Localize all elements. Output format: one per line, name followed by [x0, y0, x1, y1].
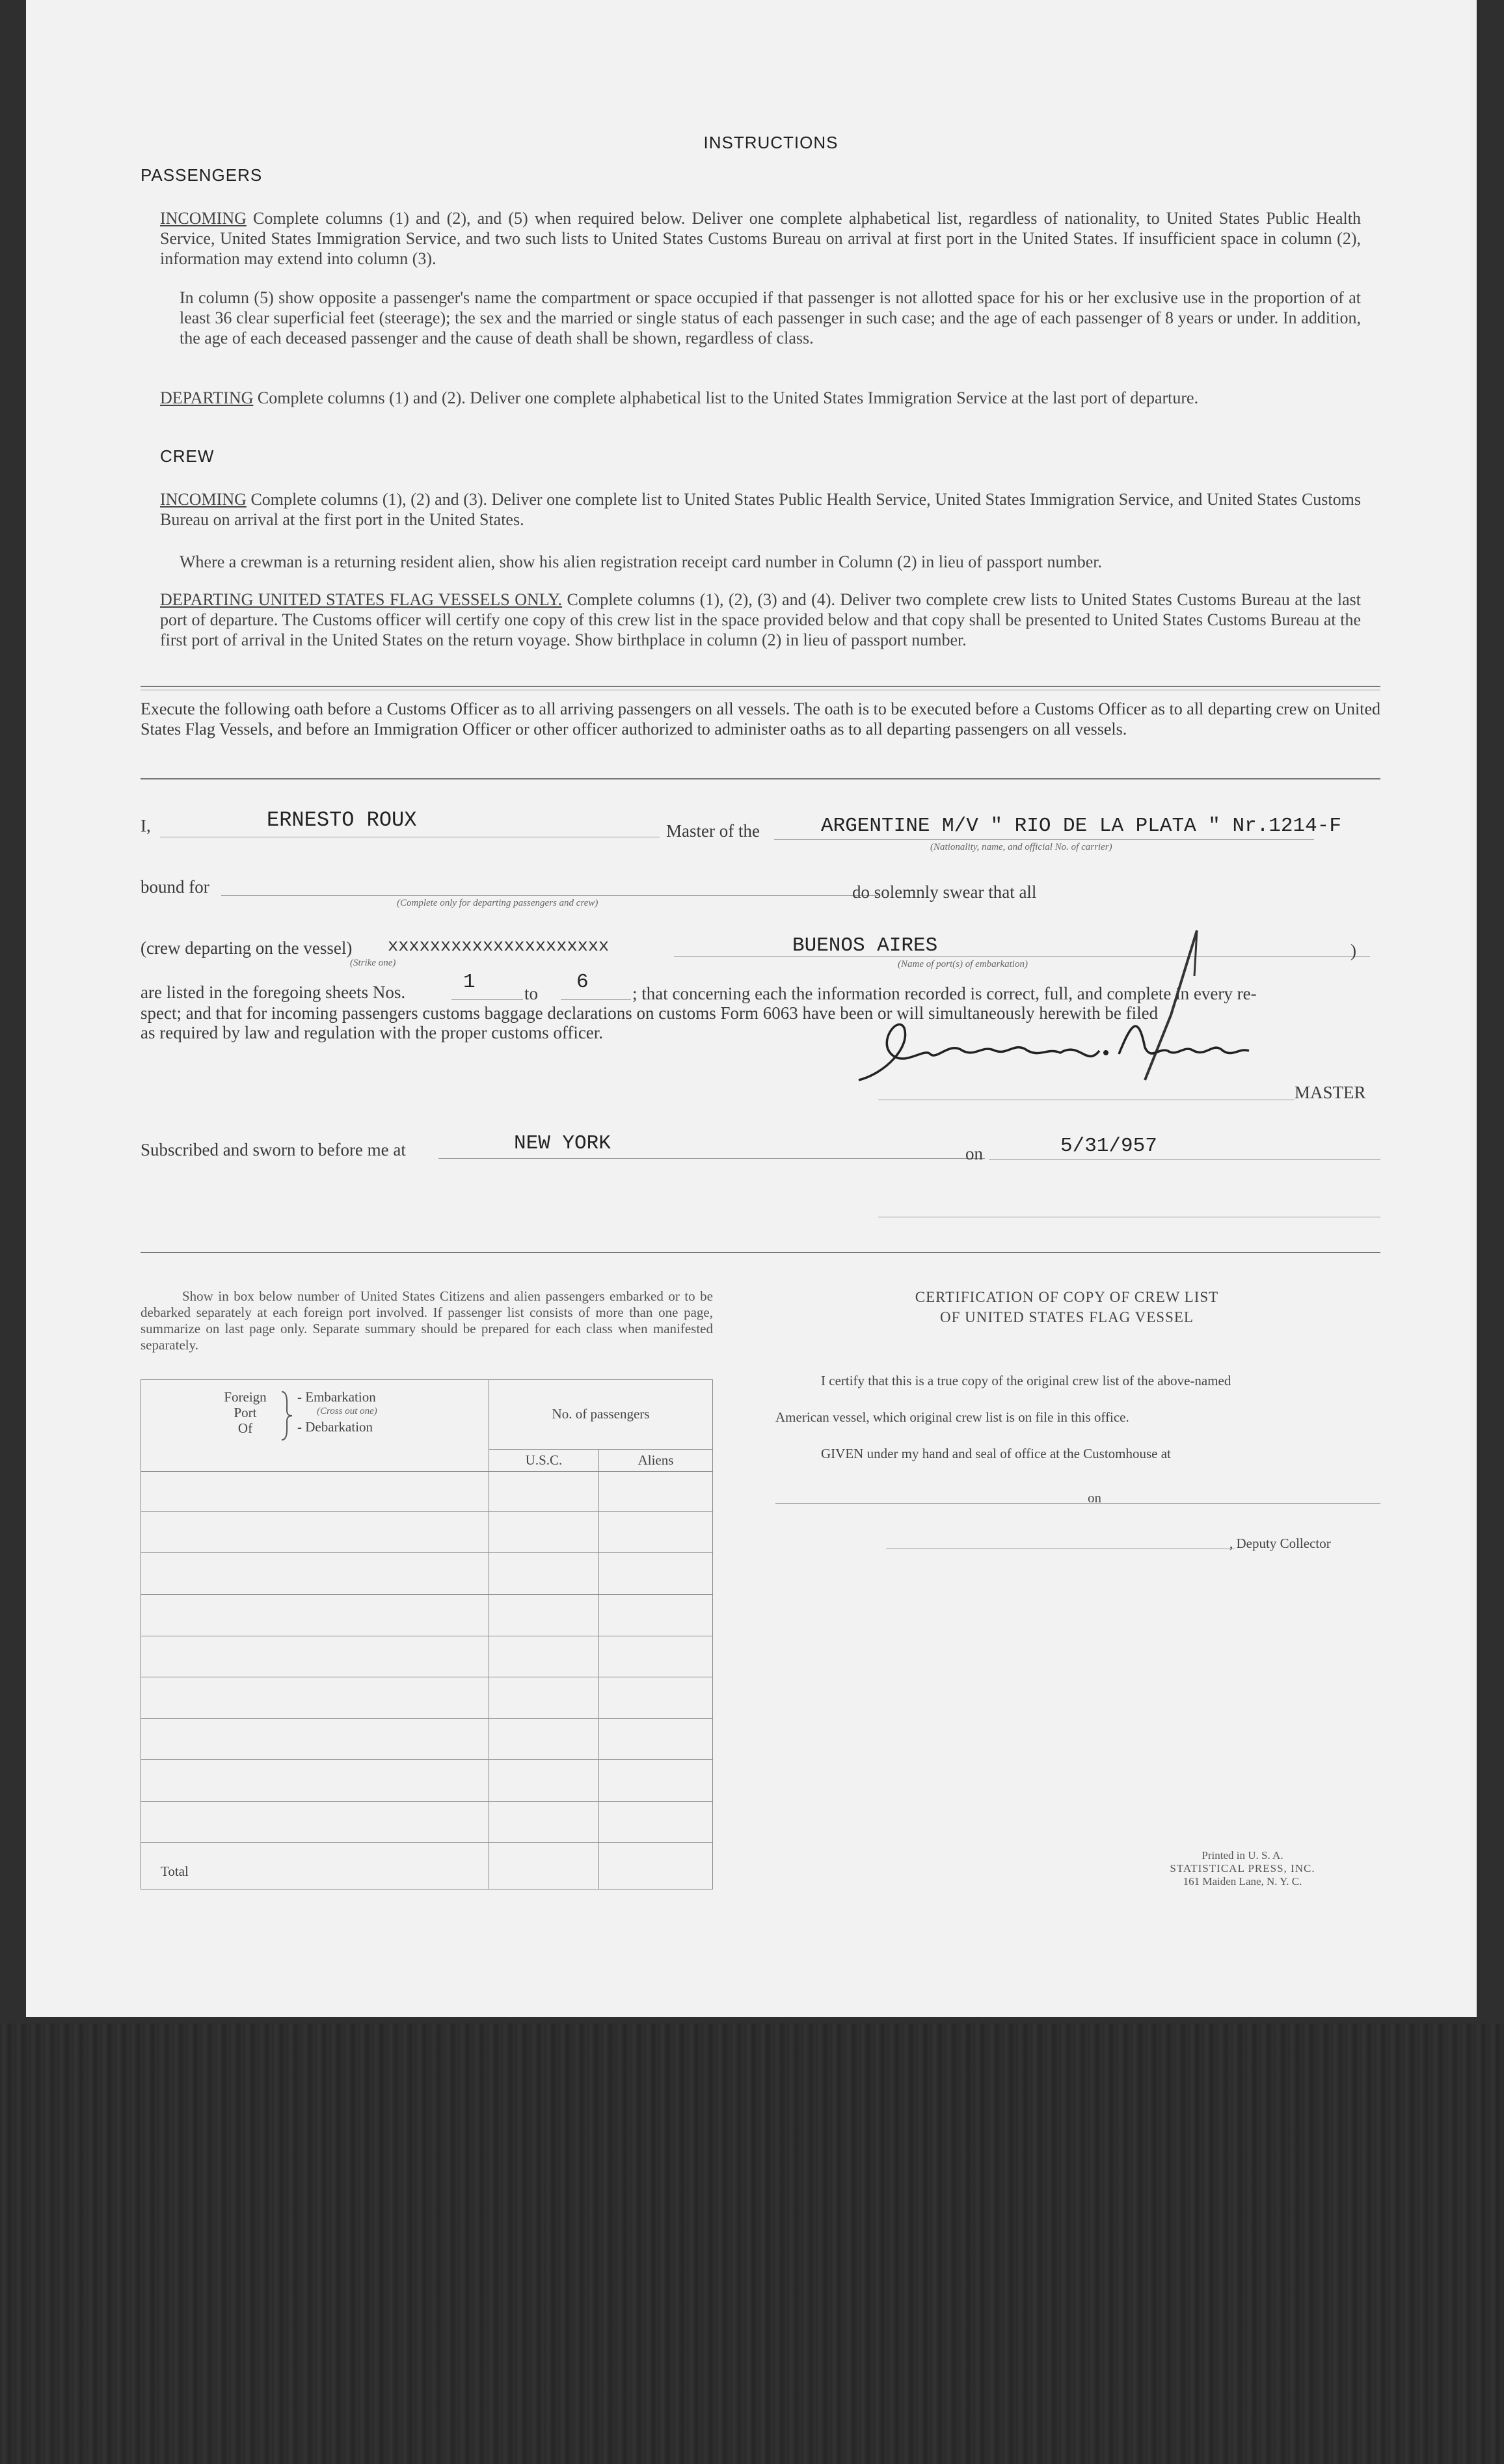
- deputy-collector-label: , Deputy Collector: [1229, 1536, 1331, 1551]
- sworn-place-line: [438, 1158, 985, 1159]
- form-page: [26, 0, 1477, 2017]
- struck-passengers-text: xxxxxxxxxxxxxxxxxxxxx: [388, 937, 610, 956]
- master-of-label: Master of the: [666, 821, 760, 841]
- oath-tail-1: ; that concerning each the information recorded is correct, full, and complete in every re-: [632, 984, 1257, 1003]
- crew-resident-paragraph: Where a crewman is a returning resident alien, show his alien registration receipt card number in Column (2) in lieu of passport number.: [180, 552, 1103, 571]
- strike-caption: (Strike one): [350, 958, 396, 968]
- table-row: [141, 1760, 713, 1802]
- table-row: [141, 1472, 713, 1511]
- certification-line-3: GIVEN under my hand and seal of office at the Customhouse at: [821, 1446, 1171, 1461]
- passengers-heading: PASSENGERS: [141, 165, 263, 185]
- incoming-label: INCOMING: [160, 209, 247, 228]
- summary-instructions: Show in box below number of United States Citizens and alien passengers embarked or to be debarked separately at each foreign port involved. If passenger list consists of more than one page, summarize on last page only. Separate summary should be prepared for each class when manifested separately.: [141, 1288, 713, 1353]
- to-label: to: [524, 984, 539, 1003]
- bound-for-caption: (Complete only for departing passengers and crew): [397, 898, 598, 908]
- total-row: [141, 1843, 713, 1889]
- crew-incoming-paragraph: [160, 489, 1361, 530]
- sheet-to-line: [561, 999, 631, 1000]
- printer-imprint: [1132, 1849, 1353, 1888]
- vessel-caption: (Nationality, name, and official No. of carrier): [930, 842, 1112, 852]
- subscribed-label: Subscribed and sworn to before me at: [141, 1140, 406, 1159]
- crew-incoming-text: Complete columns (1), (2) and (3). Deliver one complete list to United States Public Health Service, United States Immigration Service, and United States Customs Bureau on arrival at the first port in the United States.: [160, 490, 1361, 529]
- swear-label: do solemnly swear that all: [852, 882, 1037, 902]
- divider-rule: [141, 778, 1380, 779]
- table-row: [141, 1801, 713, 1843]
- table-row: [141, 1511, 713, 1553]
- on-label: on: [965, 1144, 983, 1163]
- embarkation-option: - Embarkation: [297, 1389, 376, 1405]
- certification-title: [807, 1287, 1327, 1327]
- table-row: [141, 1594, 713, 1636]
- foreign-port-of-label: [213, 1389, 278, 1436]
- bound-for-line: [221, 895, 878, 896]
- certification-line-1: I certify that this is a true copy of the original crew list of the above-named: [821, 1373, 1231, 1388]
- crew-heading: CREW: [160, 446, 215, 466]
- no-of-passengers-header: No. of passengers: [489, 1380, 713, 1450]
- crew-departing-text: Complete columns (1), (2), (3) and (4). Deliver two complete crew lists to United States Customs Bureau at the last port of departure. The Customs officer will certify one copy of this crew list in the space provided below and that copy shall be presented to United States Customs Bureau at the first port of arrival in the United States on the return voyage. Show birthplace in column (2) in lieu of passport number.: [160, 590, 1361, 649]
- passengers-incoming-paragraph: [160, 208, 1361, 269]
- printer-line-3: 161 Maiden Lane, N. Y. C.: [1183, 1875, 1302, 1888]
- table-row: [141, 1553, 713, 1595]
- bound-for-label: bound for: [141, 877, 209, 897]
- divider-rule: [141, 686, 1380, 687]
- crew-departing-paragraph: [160, 589, 1361, 650]
- sworn-date: 5/31/957: [1060, 1135, 1157, 1158]
- sworn-date-line: [989, 1159, 1380, 1160]
- printer-line-1: Printed in U. S. A.: [1202, 1849, 1283, 1862]
- brace-icon: [280, 1390, 293, 1441]
- passengers-incoming-text: Complete columns (1) and (2), and (5) when required below. Deliver one complete alphabetical list, regardless of nationality, to United States Public Health Service, United States Immigration Service, and two such lists to United States Customs Bureau on arrival at first port in the United States. If insufficient space in column (2), information may extend into column (3).: [160, 209, 1361, 268]
- oath-instructions: Execute the following oath before a Customs Officer as to all arriving passengers on all vessels. The oath is to be executed before a Customs Officer as to all departing crew on United States Flag Vessels, and before an Immigration Officer or other officer authorized to administer oaths as to all departing passengers on all vessels.: [141, 699, 1380, 738]
- printer-line-2: STATISTICAL PRESS, INC.: [1170, 1862, 1315, 1875]
- divider-rule: [141, 1252, 1380, 1253]
- passengers-departing-paragraph: [160, 388, 1361, 408]
- usc-header: U.S.C.: [489, 1449, 599, 1472]
- total-label: Total: [141, 1843, 489, 1889]
- embarkation-caption: (Name of port(s) of embarkation): [898, 959, 1028, 969]
- departing-label: DEPARTING: [160, 388, 254, 407]
- certification-on-label: on: [1088, 1490, 1101, 1506]
- master-name: ERNESTO ROUX: [267, 808, 417, 832]
- instructions-title: INSTRUCTIONS: [703, 133, 839, 152]
- closing-paren: ): [1350, 941, 1356, 960]
- oath-i-label: I,: [141, 816, 151, 835]
- crew-incoming-label: INCOMING: [160, 490, 247, 509]
- master-signature: [833, 917, 1327, 1100]
- vessel-name: ARGENTINE M/V " RIO DE LA PLATA " Nr.1214-F: [821, 815, 1341, 837]
- cross-out-caption: (Cross out one): [317, 1406, 377, 1416]
- certification-date-line: [1114, 1503, 1380, 1504]
- port-label: Port: [234, 1405, 257, 1420]
- table-row: [141, 1677, 713, 1719]
- scanner-background: [0, 2024, 1504, 2464]
- departing-flag-label: DEPARTING UNITED STATES FLAG VESSELS ONLY.: [160, 590, 562, 609]
- sheet-from-line: [451, 999, 523, 1000]
- port-header-cell: [141, 1380, 489, 1472]
- debarkation-option: - Debarkation: [297, 1419, 373, 1435]
- vessel-line: [774, 839, 1314, 840]
- passengers-departing-text: Complete columns (1) and (2). Deliver one complete alphabetical list to the United States Immigration Service at the last port of departure.: [257, 388, 1199, 407]
- customhouse-line: [775, 1503, 1114, 1504]
- passengers-column5-paragraph: In column (5) show opposite a passenger's name the compartment or space occupied if that passenger is not allotted space for his or her exclusive use in the proportion of at least 36 clear superficial feet (steerage); the sex and the married or single status of each passenger in such case; and the age of each passenger of 8 years or under. In addition, the age of each deceased passenger and the cause of death shall be shown, regardless of class.: [180, 288, 1361, 347]
- aliens-header: Aliens: [599, 1449, 713, 1472]
- foreign-label: Foreign: [224, 1389, 267, 1405]
- master-label: MASTER: [1295, 1083, 1366, 1102]
- certification-line-2: American vessel, which original crew list is on file in this office.: [775, 1409, 1129, 1425]
- of-label: Of: [237, 1420, 253, 1436]
- certification-title-line-1: CERTIFICATION OF COPY OF CREW LIST: [915, 1289, 1219, 1305]
- passenger-summary-table: [141, 1379, 713, 1889]
- table-row: [141, 1636, 713, 1677]
- sworn-place: NEW YORK: [514, 1132, 611, 1155]
- listed-label: are listed in the foregoing sheets Nos.: [141, 982, 406, 1002]
- crew-departing-label: (crew departing on the vessel): [141, 938, 353, 958]
- oath-tail-3: as required by law and regulation with the proper customs officer.: [141, 1023, 604, 1042]
- embarkation-port: BUENOS AIRES: [792, 934, 938, 957]
- table-row: [141, 1718, 713, 1760]
- certification-title-line-2: OF UNITED STATES FLAG VESSEL: [940, 1309, 1194, 1325]
- sheet-from: 1: [463, 971, 476, 994]
- sheet-to: 6: [576, 971, 589, 994]
- oath-tail-2: spect; and that for incoming passengers customs baggage declarations on customs Form 6063 have been or will simultaneously herewith be filed: [141, 1003, 1159, 1023]
